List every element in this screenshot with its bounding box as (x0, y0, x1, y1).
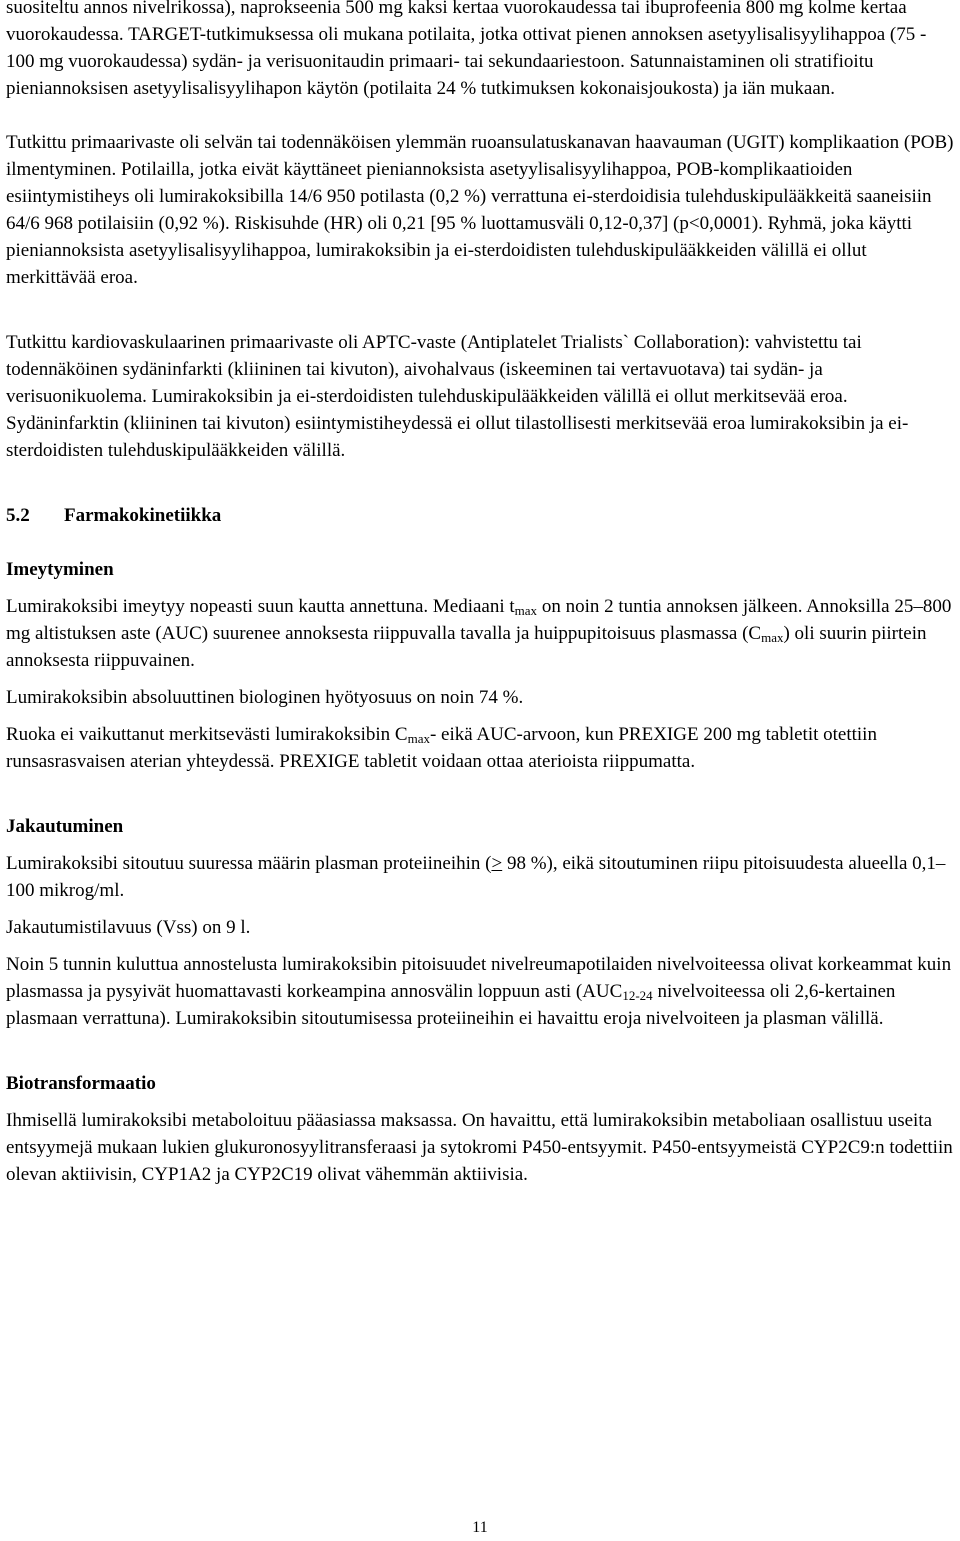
paragraph-ugit-endpoint: Tutkittu primaarivaste oli selvän tai todennäköisen ylemmän ruoansulatuskanavan haavauman (UGIT) komplikaation (POB) ilmentyminen. Potilailla, jotka eivät käyttäneet pieniannoksista asetyylisalisyylihappoa, POB-komplikaatioiden esiintymistiheys oli lumirakoksibilla 14/6 950 potilasta (0,2 %) verrattuna ei-sterdoidisia tulehduskipulääkkeitä saaneisiin 64/6 968 potilaisiin (0,92 %). Riskisuhde (HR) oli 0,21 [95 % luottamusväli 0,12-0,37] (p<0,0001). Ryhmä, joka käytti pieniannoksista asetyylisalisyylihappoa, lumirakoksibin ja ei-sterdoidisten tulehduskipulääkkeiden välillä ei ollut merkittävää eroa. (6, 132, 954, 288)
section-number: 5.2 (6, 505, 30, 526)
paragraph-aptc-endpoint: Tutkittu kardiovaskulaarinen primaarivaste oli APTC-vaste (Antiplatelet Trialists` Collaboration): vahvistettu tai todennäköinen sydäninfarkti (kliininen tai kivuton), aivohalvaus (iskeeminen tai vertavuotava) tai sydän- ja verisuonikuolema. Lumirakoksibin ja ei-sterdoidisten tulehduskipulääkkeiden välillä ei ollut merkitsevää eroa. Sydäninfarktin (kliininen tai kivuton) esiintymistiheydessä ei ollut tilastollisesti merkitsevää eroa lumirakoksibin ja ei-sterdoidisten tulehduskipulääkkeiden välillä. (6, 332, 909, 461)
paragraph-target-study: suositeltu annos nivelrikossa), naprokseenia 500 mg kaksi kertaa vuorokaudessa tai ibuprofeenia 800 mg kolme kertaa vuorokaudessa. TARGET-tutkimuksessa oli mukana potilaita, jotka ottivat pienen annoksen asetyylisalisyylihappoa (75 - 100 mg vuorokaudessa) sydän- ja verisuonitaudin primaari- tai sekundaariestoon. Satunnaistaminen oli stratifioitu pieniannoksisen asetyylisalisyylihapon käytön (potilaita 24 % tutkimuksen kokonaisjoukosta) ja iän mukaan. (6, 0, 927, 99)
subheading-jakautuminen: Jakautuminen (6, 816, 124, 837)
paragraph-volume: Jakautumistilavuus (Vss) on 9 l. (6, 917, 251, 938)
paragraph-food-effect: Ruoka ei vaikuttanut merkitsevästi lumirakoksibin $C_{max}-$ eikä AUC-arvoon, kun PREXIGE 200 mg tabletit otettiin runsasrasvaisen aterian yhteydessä. PREXIGE tabletit voidaan ottaa aterioista riippumatta. (6, 724, 877, 772)
page-number: 11 (472, 1519, 488, 1536)
paragraph-protein-binding: Lumirakoksibi sitoutuu suuressa määrin plasman proteiineihin (> 98 %), eikä sitoutuminen riipu pitoisuudesta alueella 0,1–100 mikrog/ml. (6, 853, 946, 901)
paragraph-bioavailability: Lumirakoksibin absoluuttinen biologinen hyötyosuus on noin 74 %. (6, 687, 524, 708)
paragraph-absorption: Lumirakoksibi imeytyy nopeasti suun kautta annettuna. Mediaani $t_{max}$ on noin 2 tuntia annoksen jälkeen. Annoksilla 25–800 mg altistuksen aste (AUC) suurenee annoksesta riippuvalla tavalla ja huippupitoisuus plasmassa $(C_{max})$ oli suurin piirtein annoksesta riippuvainen. (6, 596, 952, 671)
paragraph-metabolism: Ihmisellä lumirakoksibi metaboloituu pääasiassa maksassa. On havaittu, että lumirakoksibin metaboliaan osallistuu useita entsyymejä mukaan lukien glukuronosyylitransferaasi ja sytokromi P450-entsyymit. P450-entsyymeistä CYP2C9:n todettiin olevan aktiivisin, CYP1A2 ja CYP2C19 olivat vähemmän aktiivisia. (6, 1110, 953, 1185)
section-title: Farmakokinetiikka (64, 505, 222, 526)
section-heading (6, 502, 954, 529)
subheading-imeytyminen: Imeytyminen (6, 559, 114, 580)
paragraph-synovial: Noin 5 tunnin kuluttua annostelusta lumirakoksibin pitoisuudet nivelreumapotilaiden nivelvoiteessa olivat korkeammat kuin plasmassa ja pysyivät huomattavasti korkeampina annosvälin loppuun asti ($AUC_{12-24}$ nivelvoiteessa oli 2,6-kertainen plasmaan verrattuna). Lumirakoksibin sitoutumisessa proteiineihin ei havaittu eroja nivelvoiteen ja plasman välillä. (6, 954, 952, 1029)
subheading-biotransformaatio: Biotransformaatio (6, 1073, 156, 1094)
document-page (6, 0, 954, 1188)
